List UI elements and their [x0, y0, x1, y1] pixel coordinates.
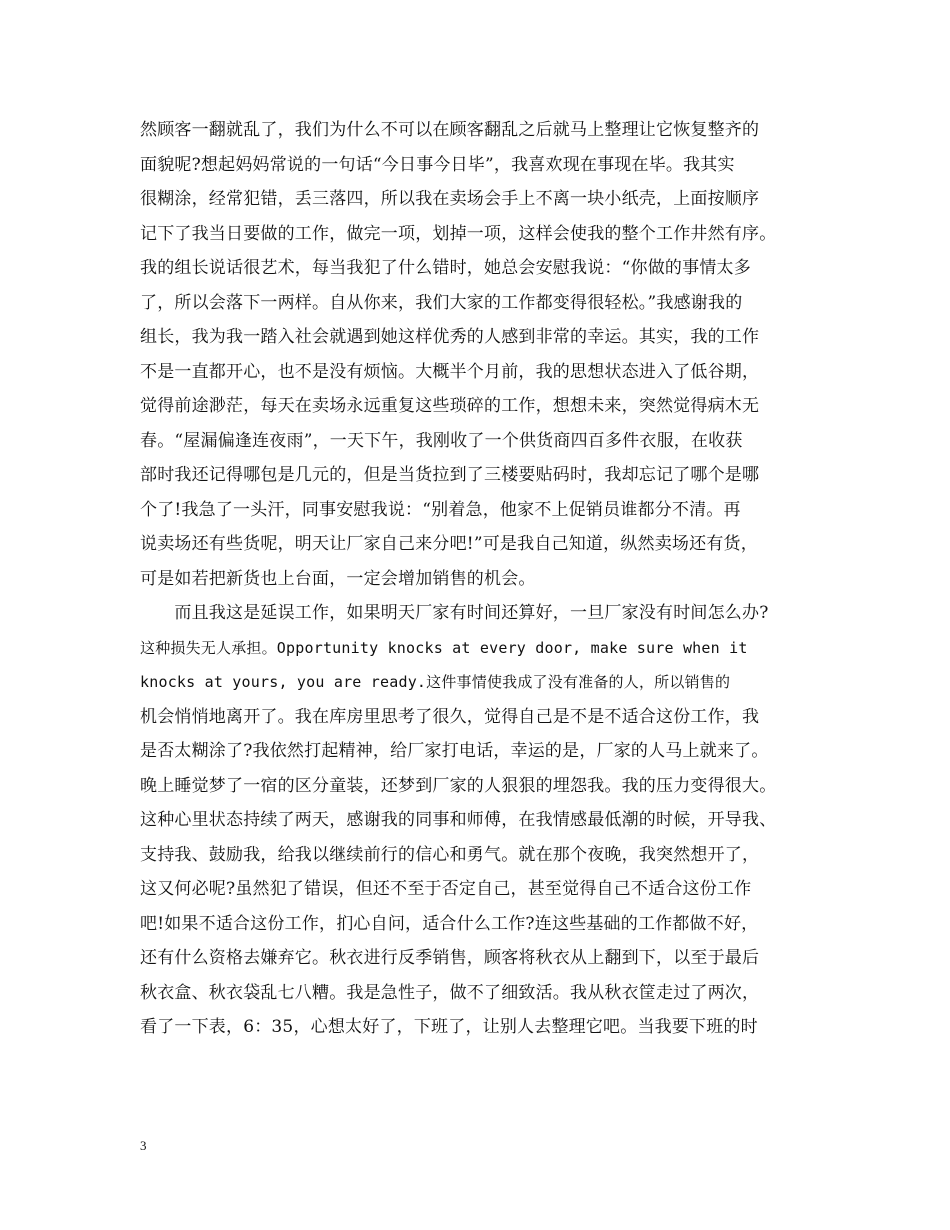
- text-line: 觉得前途渺茫，每天在卖场永远重复这些琐碎的工作，想想未来，突然觉得病木无: [140, 396, 760, 416]
- text-line: 吧!如果不适合这份工作，扪心自问，适合什么工作?连这些基础的工作都做不好，: [140, 913, 759, 934]
- text-line: knocks at yours, you are ready.这件事情使我成了没有准备的人，所以销售的: [140, 673, 731, 691]
- text-line: 说卖场还有些货呢，明天让厂家自己来分吧!”可是我自己知道，纵然卖场还有货，: [140, 534, 758, 554]
- text-line: 很糊涂，经常犯错，丢三落四，所以我在卖场会手上不离一块小纸壳，上面按顺序: [140, 189, 760, 209]
- text-line: 秋衣盒、秋衣袋乱七八糟。我是急性子，做不了细致活。我从秋衣筐走过了两次，: [140, 982, 760, 1003]
- text-line: 还有什么资格去嫌弃它。秋衣进行反季销售，顾客将秋衣从上翻到下，以至于最后: [140, 948, 760, 968]
- text-line: 晚上睡觉梦了一宿的区分童装，还梦到厂家的人狠狠的埋怨我。我的压力变得很大。: [140, 775, 777, 796]
- text-line: 机会悄悄地离开了。我在库房里思考了很久，觉得自己是不是不适合这份工作，我: [140, 706, 760, 727]
- text-line: 然顾客一翻就乱了，我们为什么不可以在顾客翻乱之后就马上整理让它恢复整齐的: [140, 120, 760, 140]
- text-line: 这种心里状态持续了两天，感谢我的同事和师傅，在我情感最低潮的时候，开导我、: [140, 810, 777, 830]
- text-line: 部时我还记得哪包是几元的，但是当货拉到了三楼要贴码时，我却忘记了哪个是哪: [140, 465, 760, 485]
- text-line: 我的组长说话很艺术，每当我犯了什么错时，她总会安慰我说：“你做的事情太多: [140, 258, 751, 278]
- text-line: 可是如若把新货也上台面，一定会增加销售的机会。: [140, 568, 536, 589]
- body-text: [140, 113, 830, 1045]
- text-line: 春。“屋漏偏逢连夜雨”，一天下午，我刚收了一个供货商四百多件衣服，在收获: [140, 430, 743, 451]
- page-number: 3: [140, 1138, 147, 1153]
- text-line: 看了一下表，6：35，心想太好了，下班了，让别人去整理它吧。当我要下班的时: [140, 1017, 758, 1037]
- paragraph-start-line: 而且我这是延误工作，如果明天厂家有时间还算好，一旦厂家没有时间怎么办?: [140, 603, 769, 623]
- text-line: 这又何必呢?虽然犯了错误，但还不至于否定自己，甚至觉得自己不适合这份工作: [140, 879, 752, 899]
- text-line: 面貌呢?想起妈妈常说的一句话“今日事今日毕”，我喜欢现在事现在毕。我其实: [140, 154, 735, 175]
- text-line: 是否太糊涂了?我依然打起精神，给厂家打电话，幸运的是，厂家的人马上就来了。: [140, 741, 769, 761]
- text-line: 了，所以会落下一两样。自从你来，我们大家的工作都变得很轻松。”我感谢我的: [140, 292, 743, 313]
- text-line: 组长，我为我一踏入社会就遇到她这样优秀的人感到非常的幸运。其实，我的工作: [140, 327, 760, 347]
- text-line: 记下了我当日要做的工作，做完一项，划掉一项，这样会使我的整个工作井然有序。: [140, 223, 777, 244]
- text-line: 支持我、鼓励我，给我以继续前行的信心和勇气。就在那个夜晚，我突然想开了，: [140, 844, 760, 865]
- text-line: 个了!我急了一头汗，同事安慰我说：“别着急，他家不上促销员谁都分不清。再: [140, 499, 741, 520]
- text-line: 这种损失无人承担。Opportunity knocks at every door, make sure when it: [140, 638, 748, 657]
- text-line: 不是一直都开心，也不是没有烦恼。大概半个月前，我的思想状态进入了低谷期，: [140, 361, 760, 382]
